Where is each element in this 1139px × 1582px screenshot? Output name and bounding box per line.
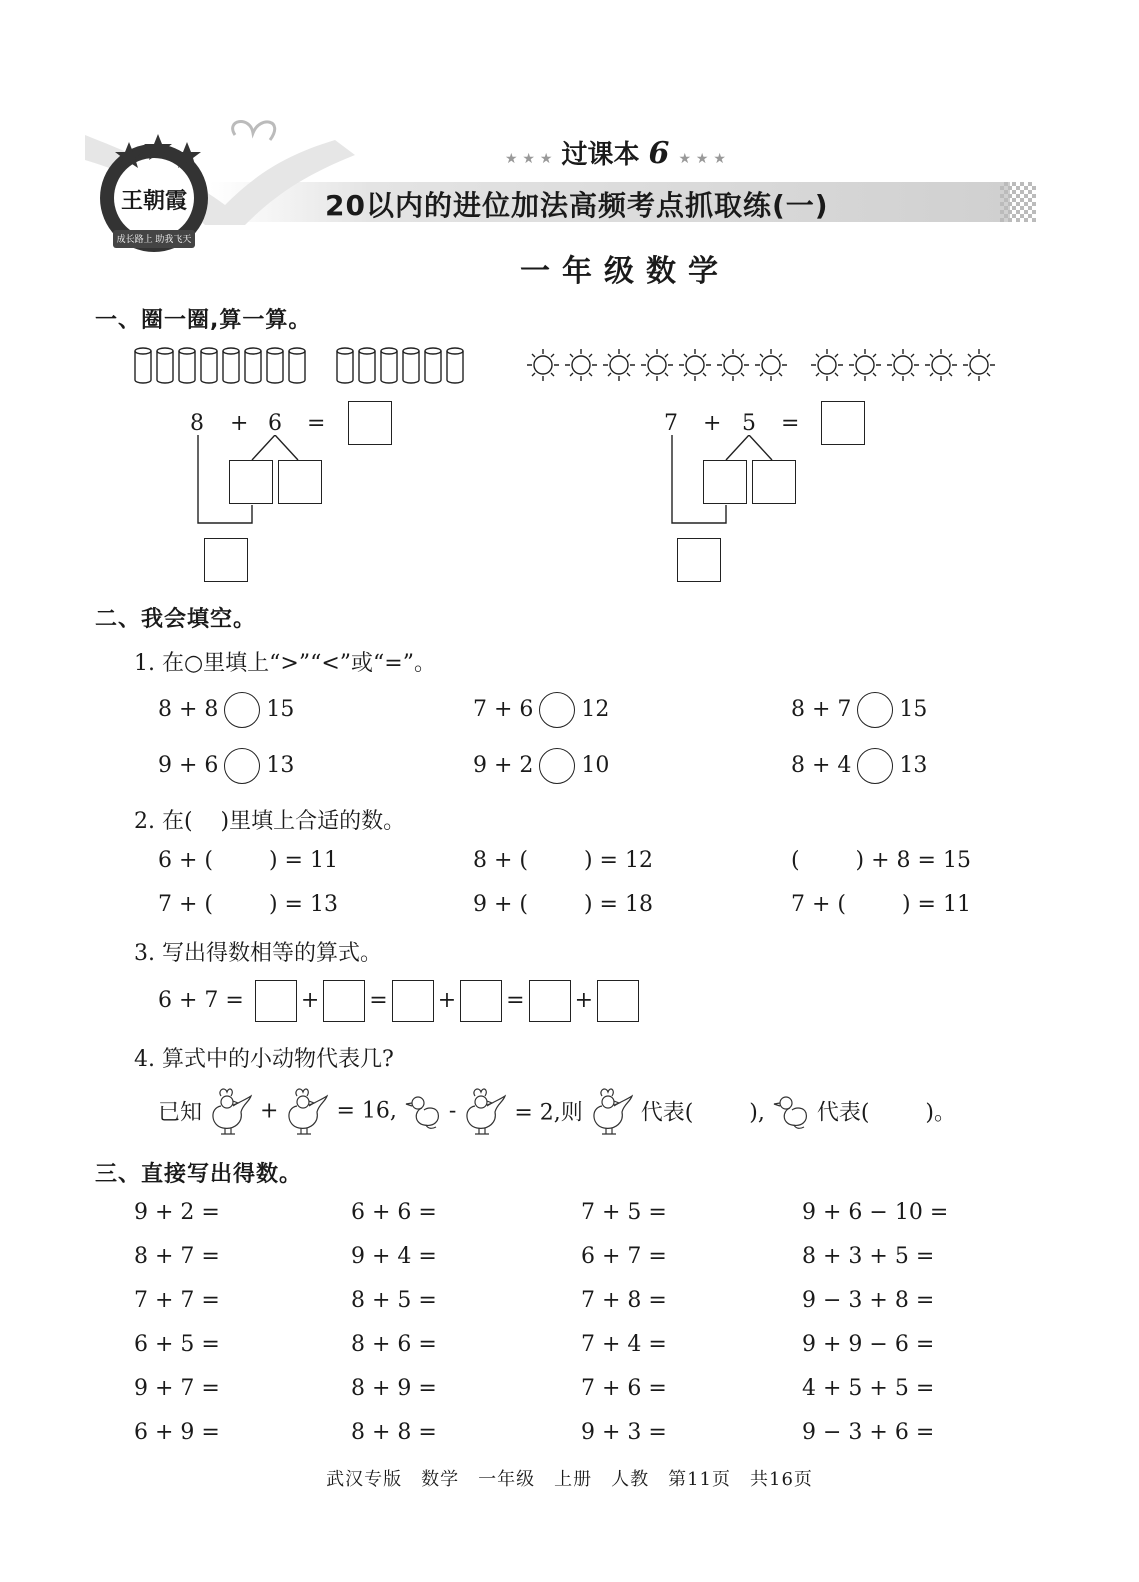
rooster-icon	[590, 1086, 634, 1136]
section2-heading: 二、我会填空。	[95, 607, 257, 632]
equal-expressions: 6 + 7 = + = + = +	[158, 980, 643, 1022]
stars-left: ★ ★ ★	[505, 151, 553, 167]
section3-heading: 三、直接写出得数。	[95, 1162, 303, 1187]
compare-circle[interactable]	[224, 748, 260, 784]
q4-prompt: 4. 算式中的小动物代表几?	[134, 1047, 394, 1072]
rooster-icon	[463, 1086, 507, 1136]
mental-calc-item[interactable]: 9 − 3 + 6 =	[802, 1420, 935, 1445]
mental-calc-item[interactable]: 8 + 9 =	[351, 1376, 437, 1401]
mental-calc-item[interactable]: 6 + 7 =	[581, 1244, 667, 1269]
mental-calc-item[interactable]: 7 + 6 =	[581, 1376, 667, 1401]
compare-item: 8 + 4 13	[791, 748, 927, 784]
blank-box[interactable]	[392, 980, 434, 1022]
rooster-icon	[209, 1086, 253, 1136]
mental-calc-item[interactable]: 9 − 3 + 8 =	[802, 1288, 935, 1313]
series-number: 6	[648, 136, 670, 171]
blank-box[interactable]	[323, 980, 365, 1022]
mental-calc-item[interactable]: 7 + 5 =	[581, 1200, 667, 1225]
compare-item: 9 + 6 13	[158, 748, 294, 784]
decomp-right-b: 5	[742, 411, 756, 436]
mental-calc-item[interactable]: 9 + 4 =	[351, 1244, 437, 1269]
series-label: 过课本	[561, 140, 640, 170]
decomp-left-b: 6	[268, 411, 282, 436]
answer-box[interactable]	[348, 401, 392, 445]
q1-prompt: 1. 在○里填上“>”“<”或“=”。	[134, 651, 436, 676]
answer-box[interactable]	[821, 401, 865, 445]
fill-item[interactable]: 6 + ( ) = 11	[158, 848, 338, 873]
logo-seal	[95, 132, 213, 254]
decomp-right-op: +	[703, 411, 722, 436]
decomp-right-a: 7	[664, 411, 678, 436]
decomp-left-op: +	[230, 411, 249, 436]
split-box[interactable]	[229, 460, 273, 504]
page-title: 20以内的进位加法高频考点抓取练(一)	[325, 189, 829, 222]
blank-box[interactable]	[460, 980, 502, 1022]
logo-banner: 成长路上 助我飞天	[116, 235, 192, 245]
rooster-icon	[285, 1086, 329, 1136]
compare-circle[interactable]	[857, 748, 893, 784]
compare-item: 8 + 8 15	[158, 692, 294, 728]
cylinder-group	[133, 346, 473, 386]
compare-item: 7 + 6 12	[473, 692, 609, 728]
mental-calc-item[interactable]: 7 + 7 =	[134, 1288, 220, 1313]
split-box[interactable]	[752, 460, 796, 504]
decomp-left-eq: =	[307, 411, 326, 436]
logo-text: 王朝霞	[120, 189, 187, 214]
mental-calc-item[interactable]: 7 + 8 =	[581, 1288, 667, 1313]
fill-item[interactable]: 9 + ( ) = 18	[473, 892, 653, 917]
duck-icon	[404, 1091, 442, 1131]
blank-box[interactable]	[255, 980, 297, 1022]
animal-equation: 已知 + = 16, - = 2,则 代表( ), 代表( )。	[158, 1086, 956, 1136]
compare-circle[interactable]	[539, 748, 575, 784]
compare-circle[interactable]	[539, 692, 575, 728]
mental-calc-item[interactable]: 7 + 4 =	[581, 1332, 667, 1357]
series-line	[505, 134, 745, 171]
blank-box[interactable]	[529, 980, 571, 1022]
compare-item: 8 + 7 15	[791, 692, 927, 728]
mental-calc-item[interactable]: 9 + 6 − 10 =	[802, 1200, 949, 1225]
mental-calc-item[interactable]: 9 + 3 =	[581, 1420, 667, 1445]
stars-right: ★ ★ ★	[678, 151, 726, 167]
mental-calc-item[interactable]: 8 + 8 =	[351, 1420, 437, 1445]
sun-group	[525, 346, 1000, 386]
duck-icon	[772, 1091, 810, 1131]
mental-calc-item[interactable]: 6 + 9 =	[134, 1420, 220, 1445]
mental-calc-item[interactable]: 8 + 5 =	[351, 1288, 437, 1313]
compare-circle[interactable]	[857, 692, 893, 728]
mental-calc-item[interactable]: 8 + 6 =	[351, 1332, 437, 1357]
compare-item: 9 + 2 10	[473, 748, 609, 784]
split-box[interactable]	[278, 460, 322, 504]
mental-calc-item[interactable]: 4 + 5 + 5 =	[802, 1376, 935, 1401]
sum-box[interactable]	[677, 538, 721, 582]
page-footer: 武汉专版 数学 一年级 上册 人教 第11页 共16页	[326, 1469, 813, 1490]
fill-item[interactable]: ( ) + 8 = 15	[791, 848, 971, 873]
mental-calc-item[interactable]: 6 + 6 =	[351, 1200, 437, 1225]
mental-calc-item[interactable]: 8 + 7 =	[134, 1244, 220, 1269]
fill-item[interactable]: 7 + ( ) = 11	[791, 892, 971, 917]
mental-calc-item[interactable]: 9 + 2 =	[134, 1200, 220, 1225]
q3-prompt: 3. 写出得数相等的算式。	[134, 941, 382, 966]
mental-calc-item[interactable]: 9 + 9 − 6 =	[802, 1332, 935, 1357]
header-checker	[1000, 182, 1036, 222]
decomp-right-eq: =	[781, 411, 800, 436]
page-subtitle: 一年级数学	[520, 254, 730, 289]
compare-circle[interactable]	[224, 692, 260, 728]
mental-calc-item[interactable]: 6 + 5 =	[134, 1332, 220, 1357]
mental-calc-item[interactable]: 8 + 3 + 5 =	[802, 1244, 935, 1269]
blank-box[interactable]	[597, 980, 639, 1022]
fill-item[interactable]: 8 + ( ) = 12	[473, 848, 653, 873]
section1-heading: 一、圈一圈,算一算。	[95, 308, 312, 333]
q2-prompt: 2. 在( )里填上合适的数。	[134, 809, 406, 834]
fill-item[interactable]: 7 + ( ) = 13	[158, 892, 338, 917]
decomp-left-a: 8	[190, 411, 204, 436]
sum-box[interactable]	[204, 538, 248, 582]
split-box[interactable]	[703, 460, 747, 504]
mental-calc-item[interactable]: 9 + 7 =	[134, 1376, 220, 1401]
